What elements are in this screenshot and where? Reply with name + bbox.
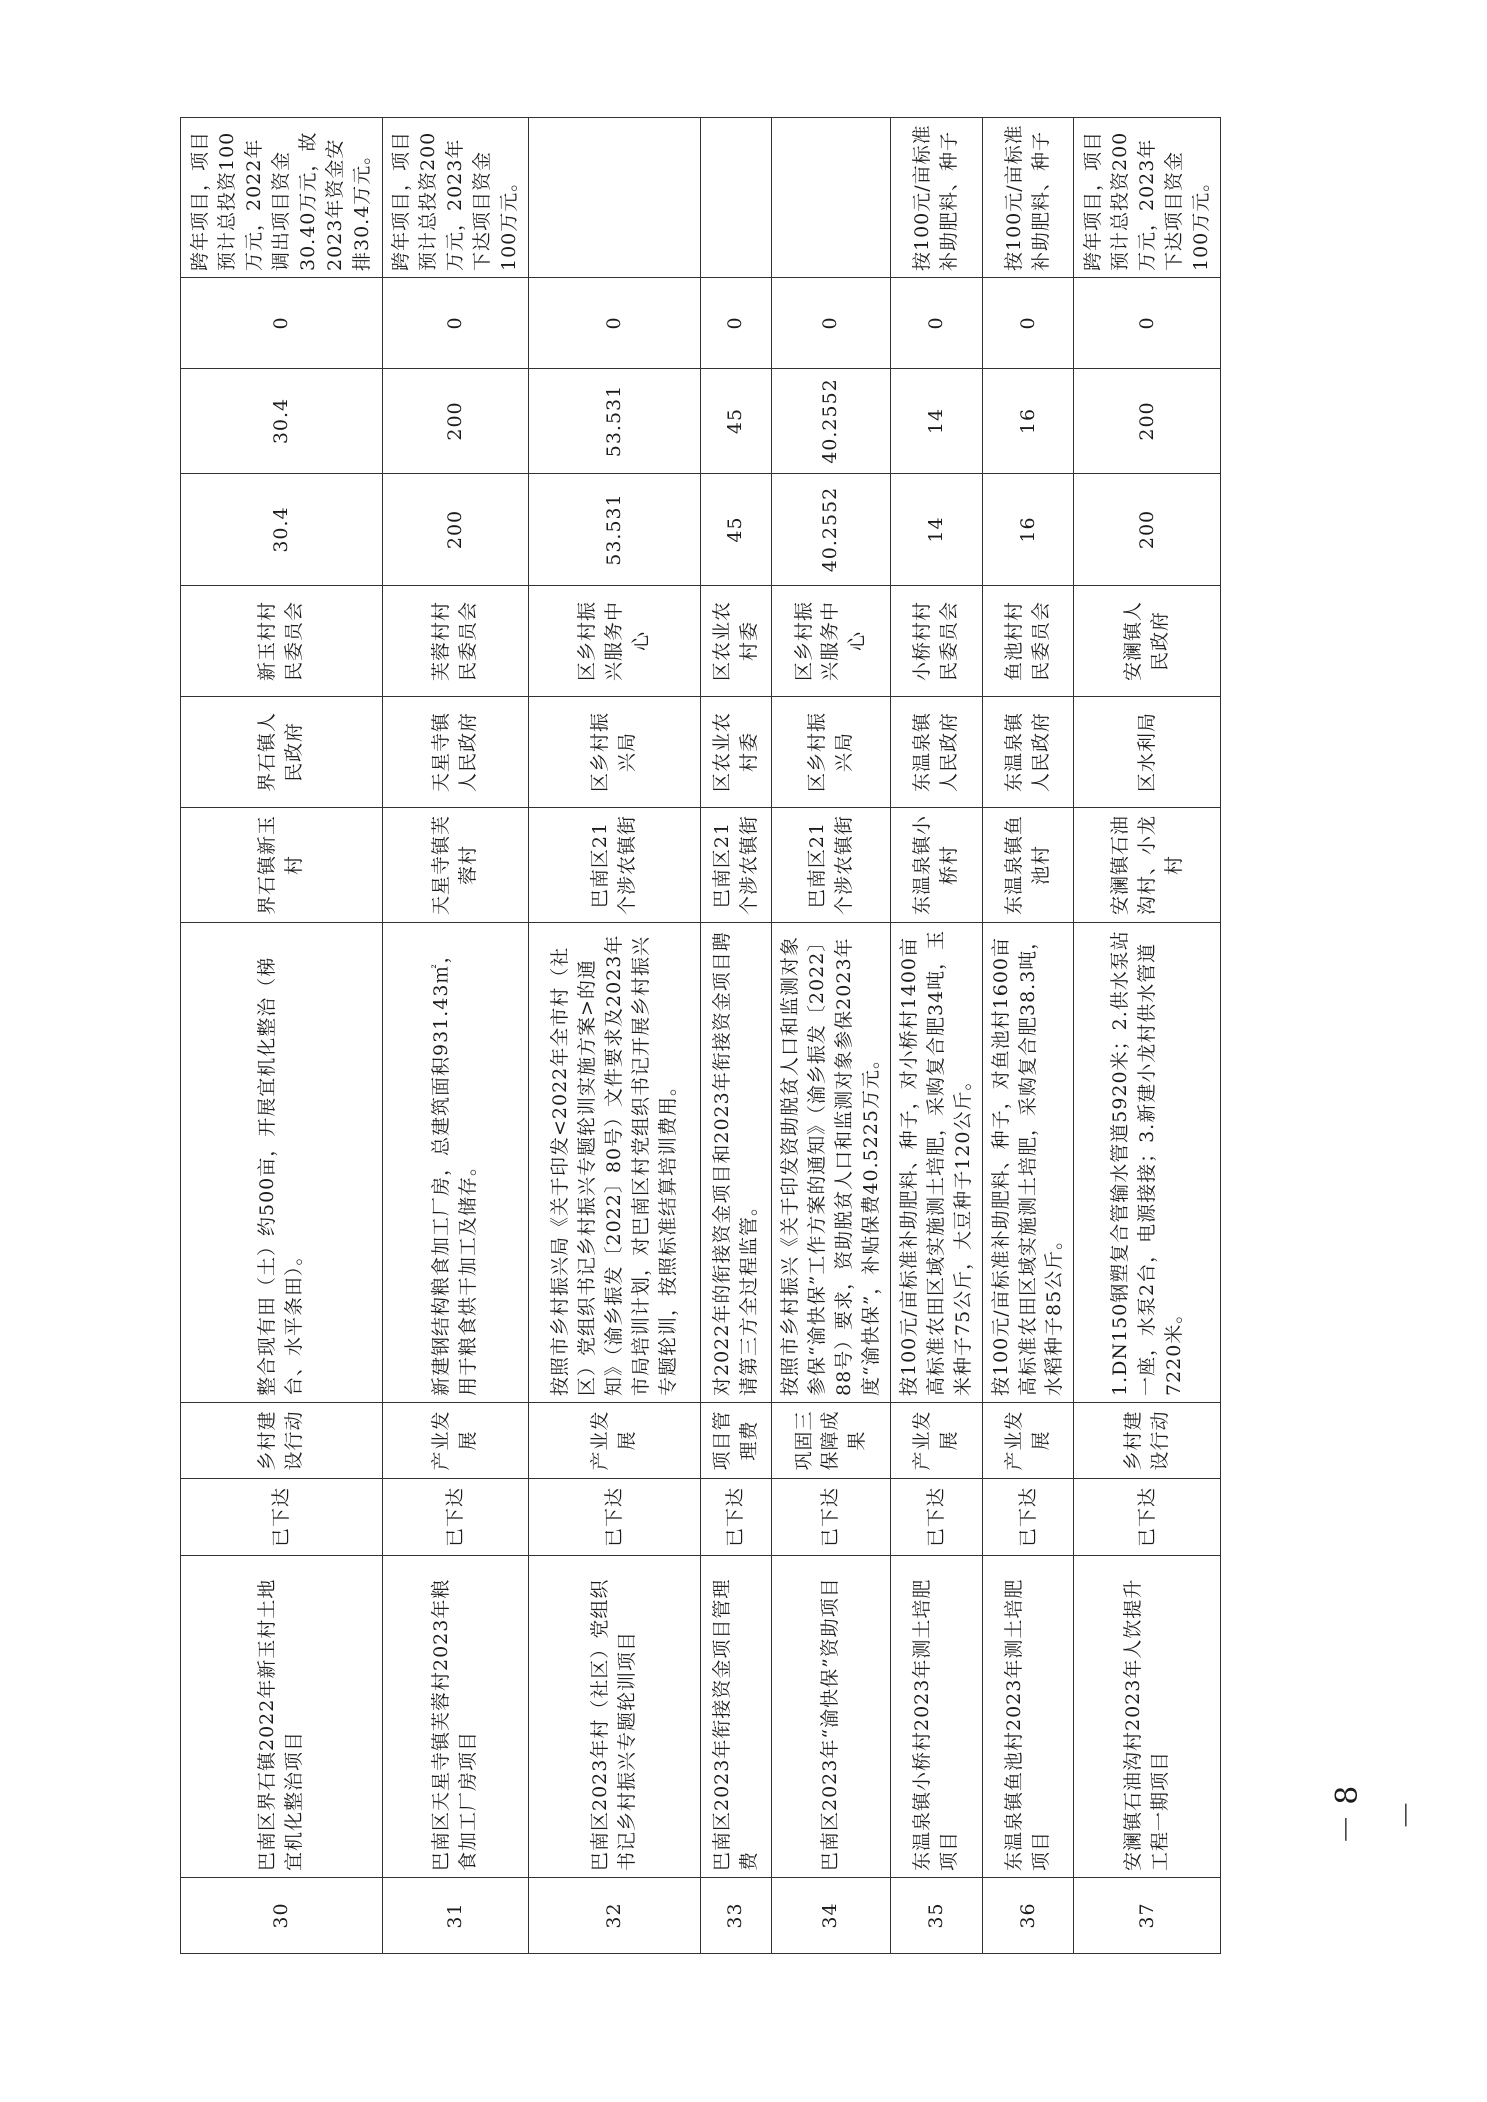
implementer-cell: 鱼池村村民委员会 — [982, 586, 1074, 697]
table-row — [382, 118, 529, 1954]
content-cell: 按照市乡村振兴《关于印发资助脱贫人口和监测对象参保“渝快保”工作方案的通知》（渝乡振发〔2022〕88号）要求，资助脱贫人口和监测对象参保2023年度“渝快保”，补贴保费40.5225万元。 — [771, 923, 890, 1403]
total-investment-cell: 200 — [1074, 474, 1221, 586]
remark-cell — [771, 118, 890, 278]
table-row — [529, 118, 700, 1954]
remark-cell — [700, 118, 771, 278]
project-number-cell: 33 — [700, 1878, 771, 1954]
project-number-cell: 35 — [891, 1878, 983, 1954]
implementer-cell: 区农业农村委 — [700, 586, 771, 697]
remark-cell: 按100元/亩标准补助肥料、种子 — [982, 118, 1074, 278]
content-cell: 按100元/亩标准补助肥料、种子，对鱼池村1600亩高标准农田区域实施测土培肥，采购复合肥38.3吨，水稻种子85公斤。 — [982, 923, 1074, 1403]
department-cell: 界石镇人民政府 — [181, 697, 383, 808]
project-number-cell: 31 — [382, 1878, 529, 1954]
page-number: － 8 － — [1330, 1785, 1425, 1845]
status-cell: 已下达 — [891, 1479, 983, 1556]
project-name-cell: 巴南区2023年衔接资金项目管理费 — [700, 1556, 771, 1878]
status-cell: 已下达 — [771, 1479, 890, 1556]
status-cell: 已下达 — [1074, 1479, 1221, 1556]
status-cell: 已下达 — [982, 1479, 1074, 1556]
status-cell: 已下达 — [181, 1479, 383, 1556]
remark-cell: 按100元/亩标准补助肥料、种子 — [891, 118, 983, 278]
remark-cell: 跨年项目，项目预计总投资200万元，2023年下达项目资金100万元。 — [382, 118, 529, 278]
other-funds-cell: 0 — [382, 278, 529, 369]
rotated-page — [180, 118, 1221, 1954]
department-cell: 区乡村振兴局 — [771, 697, 890, 808]
fiscal-funds-cell: 45 — [700, 369, 771, 474]
project-number-cell: 30 — [181, 1878, 383, 1954]
remark-cell: 跨年项目，项目预计总投资100万元，2022年调出项目资金30.40万元，故2023年资金安排30.4万元。 — [181, 118, 383, 278]
implementer-cell: 芙蓉村村民委员会 — [382, 586, 529, 697]
total-investment-cell: 40.2552 — [771, 474, 890, 586]
category-cell: 产业发展 — [529, 1403, 700, 1479]
project-name-cell: 巴南区界石镇2022年新玉村土地宜机化整治项目 — [181, 1556, 383, 1878]
project-number-cell: 32 — [529, 1878, 700, 1954]
location-cell: 东温泉镇鱼池村 — [982, 808, 1074, 923]
project-number-cell: 36 — [982, 1878, 1074, 1954]
category-cell: 巩固三保障成果 — [771, 1403, 890, 1479]
project-name-cell: 安澜镇石油沟村2023年人饮提升工程一期项目 — [1074, 1556, 1221, 1878]
location-cell: 界石镇新玉村 — [181, 808, 383, 923]
other-funds-cell: 0 — [181, 278, 383, 369]
project-number-cell: 34 — [771, 1878, 890, 1954]
fiscal-funds-cell: 14 — [891, 369, 983, 474]
fiscal-funds-cell: 53.531 — [529, 369, 700, 474]
location-cell: 巴南区21个涉农镇街 — [700, 808, 771, 923]
total-investment-cell: 200 — [382, 474, 529, 586]
table-row — [700, 118, 771, 1954]
implementer-cell: 安澜镇人民政府 — [1074, 586, 1221, 697]
table-row — [982, 118, 1074, 1954]
implementer-cell: 新玉村村民委员会 — [181, 586, 383, 697]
project-name-cell: 东温泉镇鱼池村2023年测土培肥项目 — [982, 1556, 1074, 1878]
status-cell: 已下达 — [529, 1479, 700, 1556]
department-cell: 东温泉镇人民政府 — [982, 697, 1074, 808]
status-cell: 已下达 — [700, 1479, 771, 1556]
project-number-cell: 37 — [1074, 1878, 1221, 1954]
table-row — [181, 118, 383, 1954]
location-cell: 巴南区21个涉农镇街 — [771, 808, 890, 923]
fiscal-funds-cell: 200 — [382, 369, 529, 474]
content-cell: 按100元/亩标准补助肥料、种子，对小桥村1400亩高标准农田区域实施测土培肥，采购复合肥34吨，玉米种子75公斤，大豆种子120公斤。 — [891, 923, 983, 1403]
fiscal-funds-cell: 30.4 — [181, 369, 383, 474]
fiscal-funds-cell: 16 — [982, 369, 1074, 474]
remark-cell: 跨年项目，项目预计总投资200万元，2023年下达项目资金100万元。 — [1074, 118, 1221, 278]
department-cell: 区乡村振兴局 — [529, 697, 700, 808]
category-cell: 产业发展 — [982, 1403, 1074, 1479]
implementer-cell: 区乡村振兴服务中心 — [771, 586, 890, 697]
total-investment-cell: 30.4 — [181, 474, 383, 586]
implementer-cell: 区乡村振兴服务中心 — [529, 586, 700, 697]
table-row — [771, 118, 890, 1954]
other-funds-cell: 0 — [982, 278, 1074, 369]
other-funds-cell: 0 — [771, 278, 890, 369]
total-investment-cell: 45 — [700, 474, 771, 586]
project-name-cell: 巴南区2023年村（社区）党组织书记乡村振兴专题轮训项目 — [529, 1556, 700, 1878]
fiscal-funds-cell: 200 — [1074, 369, 1221, 474]
department-cell: 区水利局 — [1074, 697, 1221, 808]
content-cell: 新建钢结构粮食加工厂房，总建筑面积931.43㎡，用于粮食烘干加工及储存。 — [382, 923, 529, 1403]
department-cell: 东温泉镇人民政府 — [891, 697, 983, 808]
other-funds-cell: 0 — [700, 278, 771, 369]
other-funds-cell: 0 — [891, 278, 983, 369]
table-container — [180, 118, 1221, 1954]
content-cell: 按照市乡村振兴局《关于印发<2022年全市村（社区）党组织书记乡村振兴专题轮训实施方案>的通知》（渝乡振发〔2022〕80号）文件要求及2023年市局培训计划，对巴南区村党组织书记开展乡村振兴专题轮训，按照标准结算培训费用。 — [529, 923, 700, 1403]
department-cell: 区农业农村委 — [700, 697, 771, 808]
total-investment-cell: 53.531 — [529, 474, 700, 586]
category-cell: 产业发展 — [891, 1403, 983, 1479]
content-cell: 整合现有田（土）约500亩，开展宜机化整治（梯台、水平条田）。 — [181, 923, 383, 1403]
total-investment-cell: 14 — [891, 474, 983, 586]
implementer-cell: 小桥村村民委员会 — [891, 586, 983, 697]
category-cell: 乡村建设行动 — [1074, 1403, 1221, 1479]
table-row — [1074, 118, 1221, 1954]
category-cell: 乡村建设行动 — [181, 1403, 383, 1479]
status-cell: 已下达 — [382, 1479, 529, 1556]
other-funds-cell: 0 — [529, 278, 700, 369]
project-name-cell: 东温泉镇小桥村2023年测土培肥项目 — [891, 1556, 983, 1878]
location-cell: 巴南区21个涉农镇街 — [529, 808, 700, 923]
total-investment-cell: 16 — [982, 474, 1074, 586]
category-cell: 项目管理费 — [700, 1403, 771, 1479]
location-cell: 天星寺镇芙蓉村 — [382, 808, 529, 923]
category-cell: 产业发展 — [382, 1403, 529, 1479]
project-name-cell: 巴南区天星寺镇芙蓉村2023年粮食加工厂房项目 — [382, 1556, 529, 1878]
other-funds-cell: 0 — [1074, 278, 1221, 369]
remark-cell — [529, 118, 700, 278]
project-name-cell: 巴南区2023年“渝快保”资助项目 — [771, 1556, 890, 1878]
content-cell: 1.DN150钢塑复合管输水管道5920米；2.供水泵站一座，水泵2台，电源接接；3.新建小龙村供水管道7220米。 — [1074, 923, 1221, 1403]
fiscal-funds-cell: 40.2552 — [771, 369, 890, 474]
content-cell: 对2022年的衔接资金项目和2023年衔接资金项目聘请第三方全过程监管。 — [700, 923, 771, 1403]
location-cell: 安澜镇石油沟村、小龙村 — [1074, 808, 1221, 923]
department-cell: 天星寺镇人民政府 — [382, 697, 529, 808]
table-row — [891, 118, 983, 1954]
project-table — [180, 117, 1221, 1954]
location-cell: 东温泉镇小桥村 — [891, 808, 983, 923]
